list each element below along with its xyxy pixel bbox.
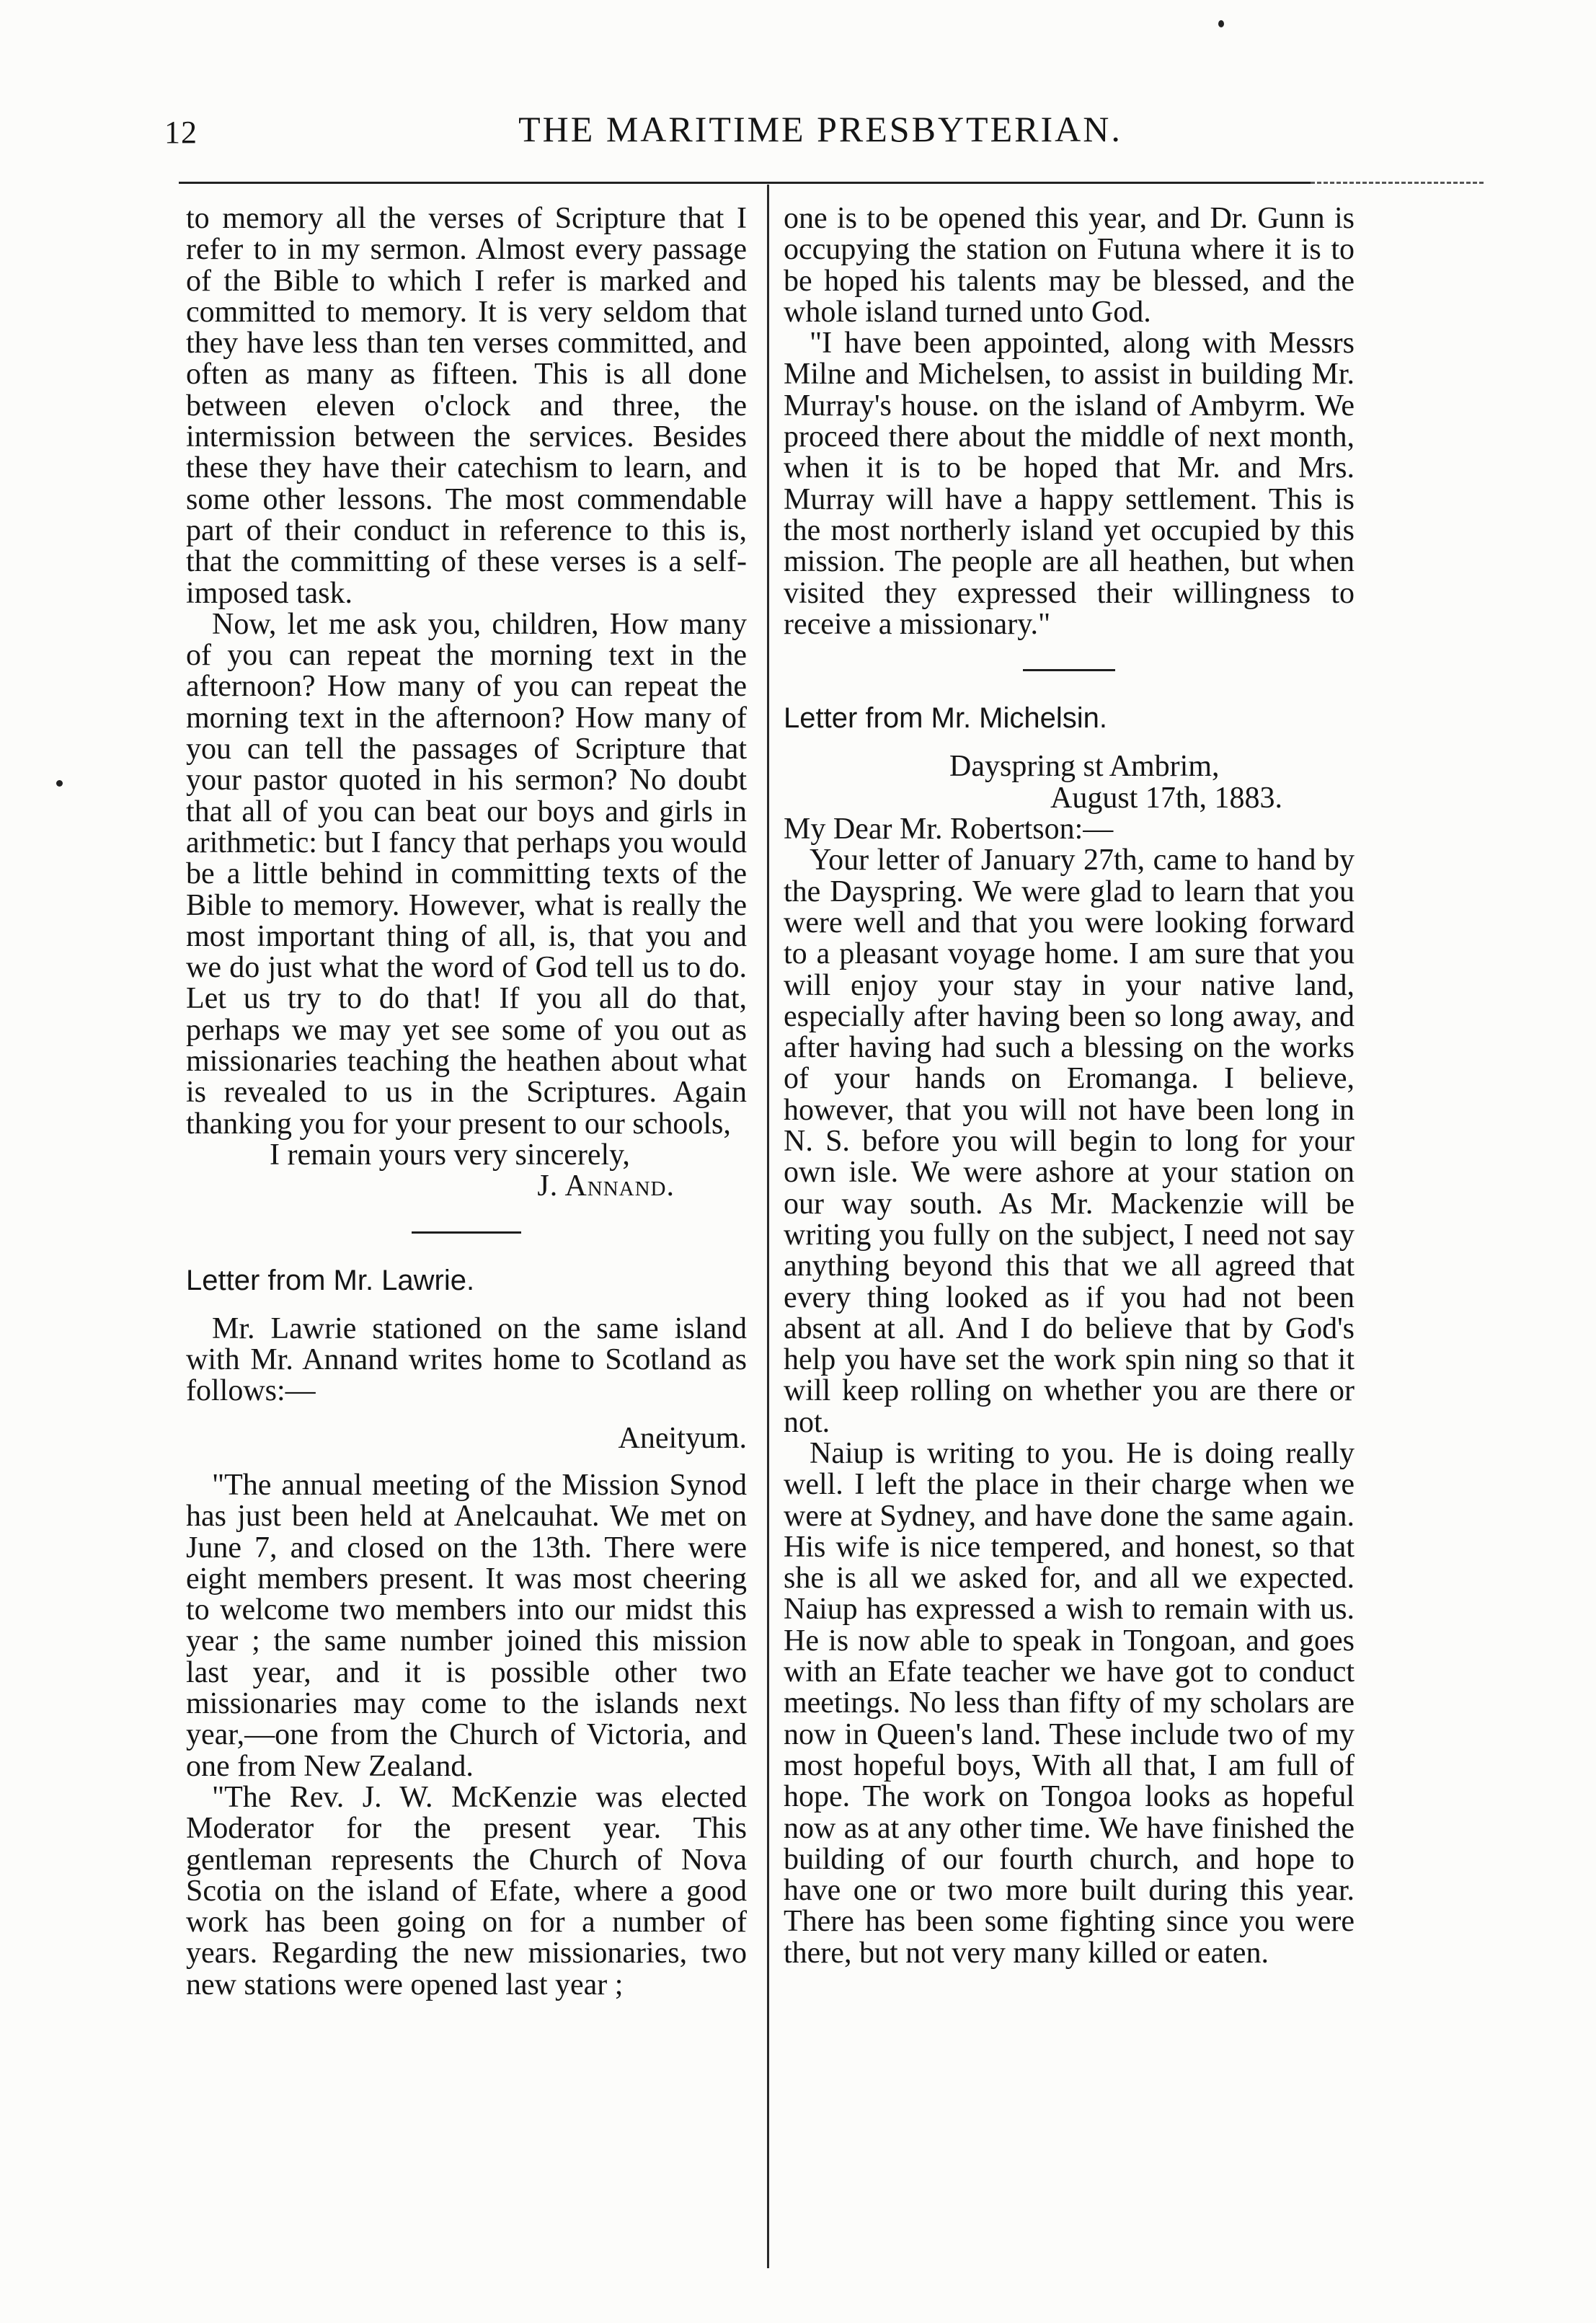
- body-paragraph: Your letter of January 27th, came to hand by the Dayspring. We were glad to learn that you were well and that you were looking forward to a pleasant voyage home. I am sure that you will enjoy your stay in your native land, especially after having been so long away, and after having had such a blessing on the works of your hands on Eromanga. I believe, however, that you will not have been long in N. S. before you will begin to long for your own isle. We were ashore at your station on our way south. As Mr. Mackenzie will be writing you fully on the subject, I need not say anything beyond this that we all agreed that every thing looked as if you had not been absent at all. And I do believe that by God's help you have set the work spin ning so that it will keep rolling on whether you are there or not.: [784, 844, 1355, 1439]
- section-separator: [412, 1231, 521, 1234]
- page-number: 12: [164, 115, 198, 150]
- body-paragraph: one is to be opened this year, and Dr. Gunn is occupying the station on Futuna where it is to be hoped his talents may be blessed, and the whole island turned unto God.: [784, 202, 1355, 329]
- section-heading: Letter from Mr. Lawrie.: [186, 1264, 475, 1296]
- speck-mark: [1218, 20, 1224, 27]
- body-paragraph: Naiup is writing to you. He is doing really well. I left the place in their charge when we were at Sydney, and have done the same again. His wife is nice tempered, and honest, so that she is all we asked for, and all we expected. Naiup has expressed a wish to remain with us. He is now able to speak in Tongoan, and goes with an Efate teacher we have got to conduct meetings. No less than fifty of my scholars are now in Queen's land. These include two of my most hopeful boys, With all that, I am full of hope. The work on Tongoa looks as hopeful now as at any other time. We have finished the building of our fourth church, and hope to have one or two more built during this year. There has been some fighting since you were there, but not very many killed or eaten.: [784, 1436, 1355, 1970]
- body-paragraph: "I have been appointed, along with Messrs Milne and Michelsen, to assist in building Mr. Murray's house. on the island of Ambyrm. We proceed there about the middle of next month, when it is to be hoped that Mr. and Mrs. Murray will have a happy settlement. This is the most northerly island yet occupied by this mission. The people are all heathen, but when visited they expressed their willingness to receive a missionary.": [784, 327, 1355, 641]
- body-paragraph: "The Rev. J. W. McKenzie was elected Moderator for the present year. This gentleman represents the Church of Nova Scotia on the island of Efate, where a good work has been going on for a number of years. Regarding the new missionaries, two new stations were opened last year ;: [186, 1780, 747, 2001]
- section-separator: [1023, 669, 1115, 671]
- running-header: [164, 108, 1476, 159]
- dateline-place: Aneityum.: [618, 1421, 747, 1455]
- body-paragraph: "The annual meeting of the Mission Synod has just been held at Anelcauhat. We met on June 7, and closed on the 13th. There were eight members present. It was most cheering to welcome two members into our midst this year ; the same number joined this mission last year, and it is possible other two missionaries may come to the islands next year,—one from the Church of Victoria, and one from New Zealand.: [186, 1468, 747, 1783]
- body-paragraph: Now, let me ask you, children, How many of you can repeat the morning text in the afternoon? How many of you can repeat the morning text in the afternoon? How many of you can tell the passages of Scripture that your pastor quoted in his sermon? No doubt that all of you can beat our boys and girls in arithmetic: but I fancy that perhaps you would be a little behind in committing texts of the Bible to memory. However, what is really the most important thing of all, is, that you and we do just what the word of God tell us to do. Let us try to do that! If you all do that, perhaps we may yet see some of you out as missionaries teaching the heathen about what is revealed to us in the Scriptures. Again thanking you for your present to our schools,: [186, 607, 747, 1141]
- left-column: [186, 203, 747, 2001]
- header-rule: [179, 182, 1311, 184]
- right-column: [784, 203, 1355, 1969]
- dateline-date: August 17th, 1883.: [1050, 781, 1283, 815]
- letter-closing: I remain yours very sincerely,: [270, 1138, 630, 1172]
- column-divider: [767, 185, 769, 2268]
- salutation: My Dear Mr. Robertson:—: [784, 813, 1114, 846]
- running-title: THE MARITIME PRESBYTERIAN.: [518, 109, 1122, 149]
- body-paragraph: to memory all the verses of Scripture that I refer to in my sermon. Almost every passage of the Bible to which I refer is marked and committed to memory. It is very seldom that they have less than ten verses committed, and often as many as fifteen. This is all done between eleven o'clock and three, the intermission between the services. Besides these they have their catechism to learn, and some other lessons. The most commendable part of their conduct in reference to this is, that the committing of these verses is a self-imposed task.: [186, 202, 747, 610]
- intro-paragraph: Mr. Lawrie stationed on the same island with Mr. Annand writes home to Scotland as follows:—: [186, 1311, 747, 1408]
- header-rule-tail: [1311, 182, 1484, 184]
- section-heading: Letter from Mr. Michelsin.: [784, 702, 1108, 735]
- speck-mark: [56, 780, 63, 787]
- dateline-place: Dayspring st Ambrim,: [949, 750, 1220, 784]
- letter-signature: J. Annand.: [537, 1169, 675, 1203]
